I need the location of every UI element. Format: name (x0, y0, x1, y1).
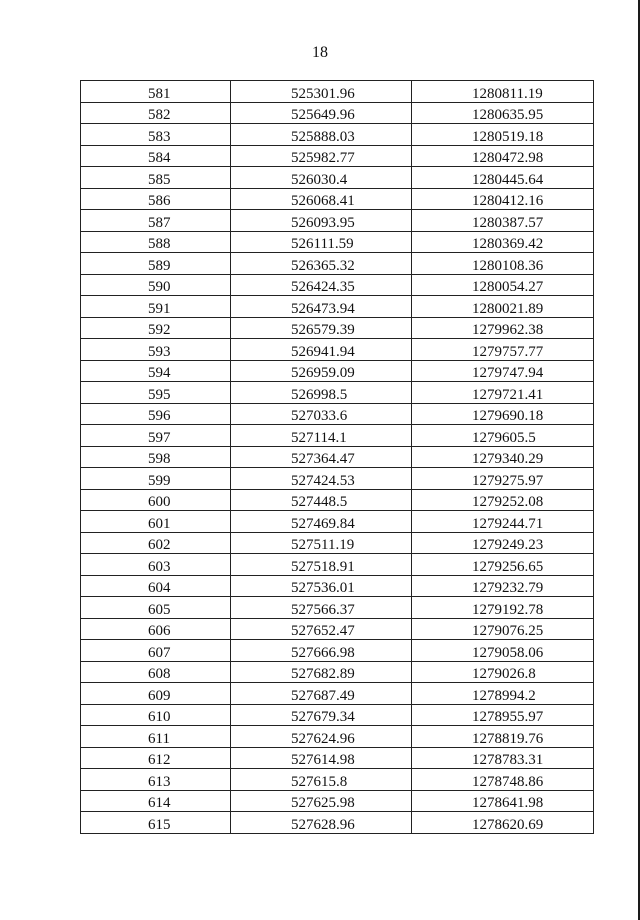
x-coordinate-cell: 527424.53 (231, 468, 412, 490)
y-coordinate-cell: 1278748.86 (412, 769, 594, 791)
y-coordinate-cell: 1279058.06 (412, 640, 594, 662)
x-coordinate-cell: 526093.95 (231, 210, 412, 232)
coordinate-table (80, 80, 594, 834)
x-coordinate-cell: 526473.94 (231, 296, 412, 318)
x-coordinate-cell: 525649.96 (231, 102, 412, 124)
y-coordinate-cell: 1280519.18 (412, 124, 594, 146)
page-number: 18 (312, 44, 328, 61)
table-row (81, 274, 594, 296)
point-number-cell: 591 (81, 296, 231, 318)
point-number-cell: 585 (81, 167, 231, 189)
y-coordinate-cell: 1280054.27 (412, 274, 594, 296)
table-row (81, 704, 594, 726)
point-number-cell: 595 (81, 382, 231, 404)
table-row (81, 618, 594, 640)
y-coordinate-cell: 1279252.08 (412, 489, 594, 511)
table-row (81, 532, 594, 554)
y-coordinate-cell: 1280369.42 (412, 231, 594, 253)
table-row (81, 382, 594, 404)
table-row (81, 296, 594, 318)
y-coordinate-cell: 1279690.18 (412, 403, 594, 425)
x-coordinate-cell: 527652.47 (231, 618, 412, 640)
x-coordinate-cell: 526424.35 (231, 274, 412, 296)
point-number-cell: 600 (81, 489, 231, 511)
table-row (81, 167, 594, 189)
x-coordinate-cell: 526579.39 (231, 317, 412, 339)
point-number-cell: 610 (81, 704, 231, 726)
y-coordinate-cell: 1280387.57 (412, 210, 594, 232)
y-coordinate-cell: 1280412.16 (412, 188, 594, 210)
table-row (81, 554, 594, 576)
x-coordinate-cell: 527114.1 (231, 425, 412, 447)
y-coordinate-cell: 1278994.2 (412, 683, 594, 705)
x-coordinate-cell: 527666.98 (231, 640, 412, 662)
y-coordinate-cell: 1280811.19 (412, 81, 594, 103)
table-row (81, 124, 594, 146)
table-row (81, 511, 594, 533)
table-row (81, 253, 594, 275)
x-coordinate-cell: 527687.49 (231, 683, 412, 705)
point-number-cell: 604 (81, 575, 231, 597)
point-number-cell: 609 (81, 683, 231, 705)
x-coordinate-cell: 527536.01 (231, 575, 412, 597)
point-number-cell: 594 (81, 360, 231, 382)
table-row (81, 360, 594, 382)
y-coordinate-cell: 1278620.69 (412, 812, 594, 834)
y-coordinate-cell: 1279340.29 (412, 446, 594, 468)
x-coordinate-cell: 526941.94 (231, 339, 412, 361)
x-coordinate-cell: 527682.89 (231, 661, 412, 683)
y-coordinate-cell: 1278819.76 (412, 726, 594, 748)
point-number-cell: 592 (81, 317, 231, 339)
point-number-cell: 590 (81, 274, 231, 296)
x-coordinate-cell: 526111.59 (231, 231, 412, 253)
y-coordinate-cell: 1279757.77 (412, 339, 594, 361)
y-coordinate-cell: 1278641.98 (412, 790, 594, 812)
x-coordinate-cell: 527615.8 (231, 769, 412, 791)
table-row (81, 640, 594, 662)
y-coordinate-cell: 1279275.97 (412, 468, 594, 490)
table-row (81, 81, 594, 103)
point-number-cell: 597 (81, 425, 231, 447)
point-number-cell: 583 (81, 124, 231, 146)
y-coordinate-cell: 1280472.98 (412, 145, 594, 167)
table-row (81, 188, 594, 210)
table-row (81, 575, 594, 597)
point-number-cell: 596 (81, 403, 231, 425)
x-coordinate-cell: 527033.6 (231, 403, 412, 425)
x-coordinate-cell: 527469.84 (231, 511, 412, 533)
point-number-cell: 589 (81, 253, 231, 275)
x-coordinate-cell: 525888.03 (231, 124, 412, 146)
point-number-cell: 584 (81, 145, 231, 167)
point-number-cell: 586 (81, 188, 231, 210)
point-number-cell: 588 (81, 231, 231, 253)
point-number-cell: 615 (81, 812, 231, 834)
point-number-cell: 601 (81, 511, 231, 533)
x-coordinate-cell: 526365.32 (231, 253, 412, 275)
table-row (81, 683, 594, 705)
point-number-cell: 605 (81, 597, 231, 619)
x-coordinate-cell: 527448.5 (231, 489, 412, 511)
point-number-cell: 581 (81, 81, 231, 103)
y-coordinate-cell: 1280445.64 (412, 167, 594, 189)
x-coordinate-cell: 525301.96 (231, 81, 412, 103)
table-row (81, 210, 594, 232)
x-coordinate-cell: 527511.19 (231, 532, 412, 554)
point-number-cell: 611 (81, 726, 231, 748)
y-coordinate-cell: 1278955.97 (412, 704, 594, 726)
table-row (81, 425, 594, 447)
table-row (81, 231, 594, 253)
coordinate-table-body (81, 81, 594, 834)
y-coordinate-cell: 1279747.94 (412, 360, 594, 382)
point-number-cell: 598 (81, 446, 231, 468)
table-row (81, 812, 594, 834)
table-row (81, 726, 594, 748)
point-number-cell: 607 (81, 640, 231, 662)
point-number-cell: 593 (81, 339, 231, 361)
point-number-cell: 582 (81, 102, 231, 124)
y-coordinate-cell: 1278783.31 (412, 747, 594, 769)
point-number-cell: 613 (81, 769, 231, 791)
table-row (81, 403, 594, 425)
x-coordinate-cell: 526068.41 (231, 188, 412, 210)
x-coordinate-cell: 526998.5 (231, 382, 412, 404)
y-coordinate-cell: 1279026.8 (412, 661, 594, 683)
table-row (81, 317, 594, 339)
y-coordinate-cell: 1279721.41 (412, 382, 594, 404)
table-row (81, 790, 594, 812)
y-coordinate-cell: 1280635.95 (412, 102, 594, 124)
point-number-cell: 612 (81, 747, 231, 769)
y-coordinate-cell: 1280021.89 (412, 296, 594, 318)
table-row (81, 145, 594, 167)
point-number-cell: 608 (81, 661, 231, 683)
x-coordinate-cell: 527628.96 (231, 812, 412, 834)
table-row (81, 102, 594, 124)
x-coordinate-cell: 527566.37 (231, 597, 412, 619)
table-row (81, 339, 594, 361)
x-coordinate-cell: 527614.98 (231, 747, 412, 769)
x-coordinate-cell: 527624.96 (231, 726, 412, 748)
table-row (81, 489, 594, 511)
point-number-cell: 614 (81, 790, 231, 812)
table-row (81, 661, 594, 683)
table-row (81, 468, 594, 490)
y-coordinate-cell: 1279256.65 (412, 554, 594, 576)
y-coordinate-cell: 1279076.25 (412, 618, 594, 640)
x-coordinate-cell: 527679.34 (231, 704, 412, 726)
point-number-cell: 606 (81, 618, 231, 640)
y-coordinate-cell: 1279244.71 (412, 511, 594, 533)
x-coordinate-cell: 526030.4 (231, 167, 412, 189)
point-number-cell: 603 (81, 554, 231, 576)
y-coordinate-cell: 1279962.38 (412, 317, 594, 339)
point-number-cell: 599 (81, 468, 231, 490)
y-coordinate-cell: 1279605.5 (412, 425, 594, 447)
point-number-cell: 587 (81, 210, 231, 232)
table-row (81, 597, 594, 619)
table-row (81, 446, 594, 468)
x-coordinate-cell: 527364.47 (231, 446, 412, 468)
table-row (81, 747, 594, 769)
point-number-cell: 602 (81, 532, 231, 554)
table-row (81, 769, 594, 791)
x-coordinate-cell: 527518.91 (231, 554, 412, 576)
y-coordinate-cell: 1279232.79 (412, 575, 594, 597)
x-coordinate-cell: 526959.09 (231, 360, 412, 382)
y-coordinate-cell: 1280108.36 (412, 253, 594, 275)
x-coordinate-cell: 525982.77 (231, 145, 412, 167)
y-coordinate-cell: 1279192.78 (412, 597, 594, 619)
x-coordinate-cell: 527625.98 (231, 790, 412, 812)
y-coordinate-cell: 1279249.23 (412, 532, 594, 554)
